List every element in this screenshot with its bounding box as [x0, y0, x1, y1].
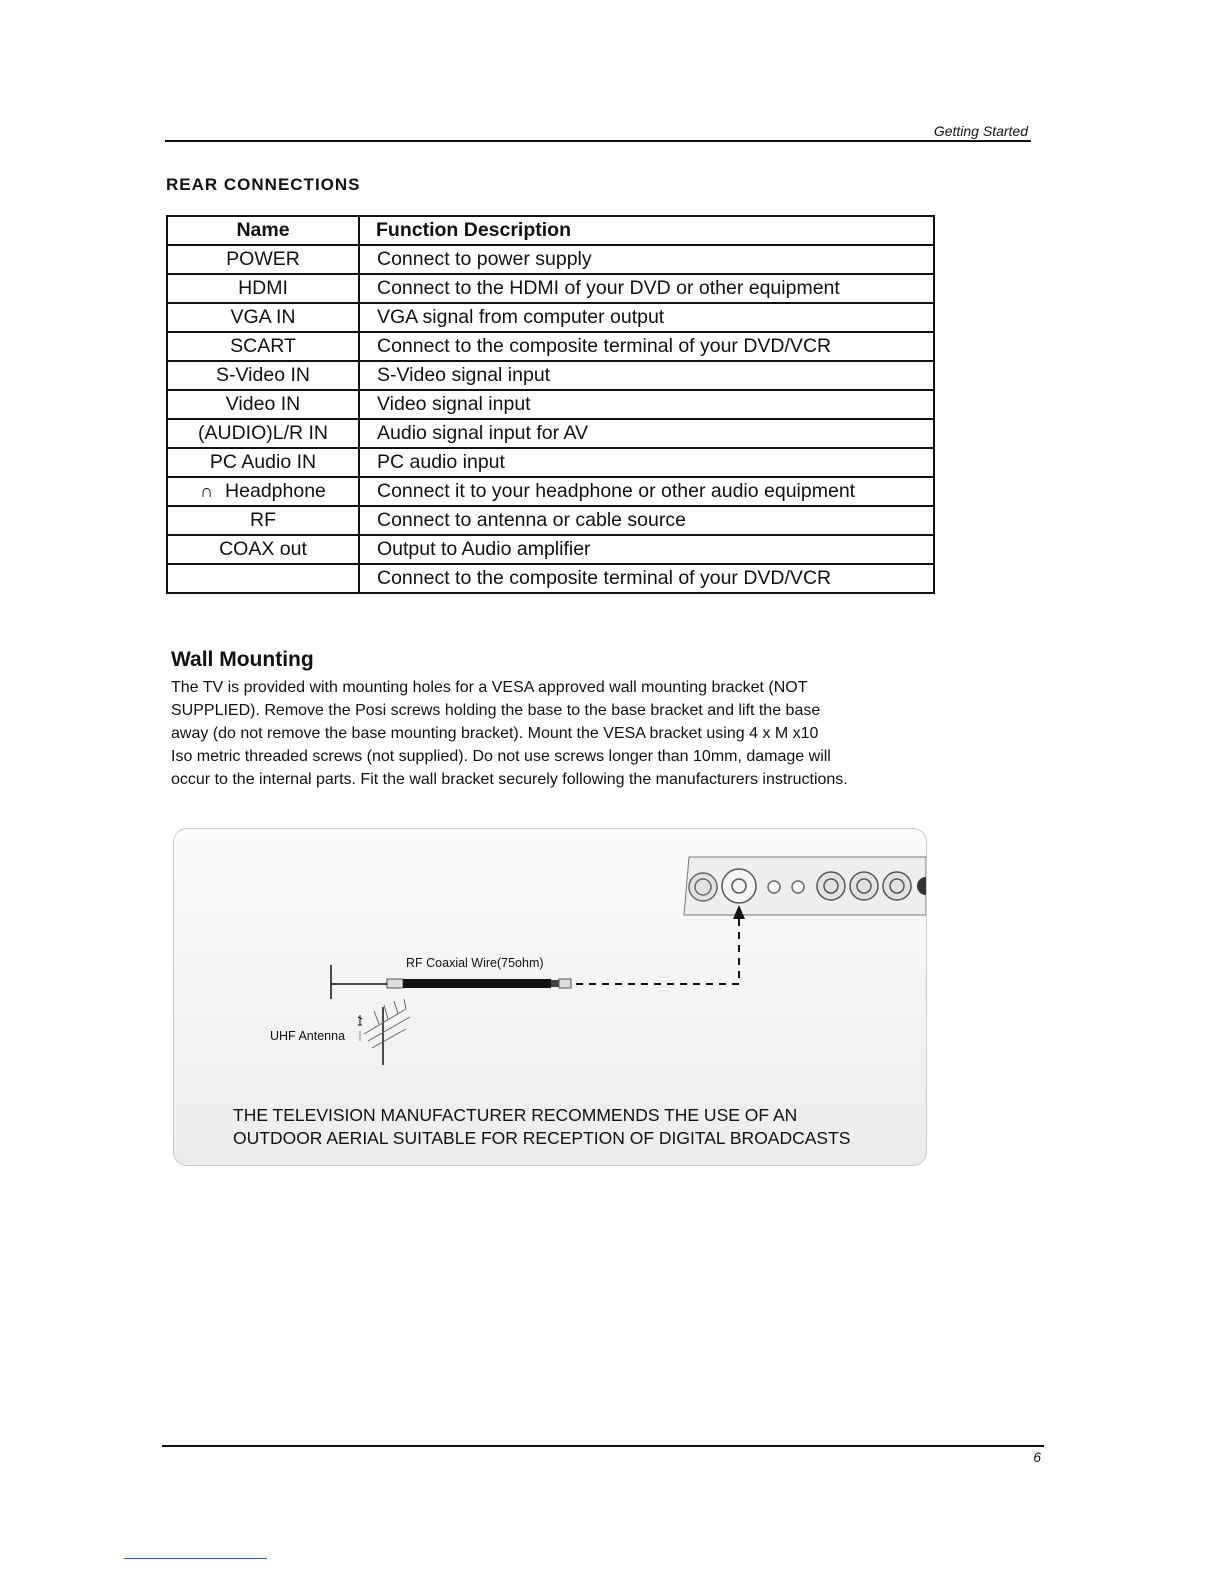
antenna-connection-figure: [173, 828, 927, 1166]
table-row: [167, 361, 934, 390]
figure-caption: [233, 1104, 913, 1150]
table-row: [167, 419, 934, 448]
connection-function: VGA signal from computer output: [359, 303, 934, 332]
wall-mounting-line: SUPPLIED). Remove the Posi screws holding the base to the base bracket and lift the base: [171, 702, 821, 719]
connection-function: Connect to the composite terminal of your DVD/VCR: [359, 564, 934, 593]
footer-rule: [162, 1445, 1044, 1447]
wall-mounting-line: Iso metric threaded screws (not supplied). Do not use screws longer than 10mm, damage will: [171, 748, 831, 765]
connection-dashed-line: [572, 905, 745, 984]
connection-function: Connect to antenna or cable source: [359, 506, 934, 535]
bottom-underline: [124, 1558, 267, 1559]
wall-mounting-title: Wall Mounting: [171, 648, 314, 671]
table-row: [167, 303, 934, 332]
connection-name-headphone: [167, 477, 359, 506]
connection-name: [167, 564, 359, 593]
table-row: [167, 448, 934, 477]
wall-mounting-line: away (do not remove the base mounting bracket). Mount the VESA bracket using 4 x M x10: [171, 725, 819, 742]
uhf-antenna-label: UHF Antenna: [270, 1029, 346, 1043]
connection-name: COAX out: [167, 535, 359, 564]
connection-function: S-Video signal input: [359, 361, 934, 390]
header-rule: [165, 140, 1031, 142]
table-row: [167, 245, 934, 274]
table-row: [167, 477, 934, 506]
connection-function: Connect to power supply: [359, 245, 934, 274]
connection-name: (AUDIO)L/R IN: [167, 419, 359, 448]
wall-mounting-text: [171, 676, 931, 791]
uhf-antenna-icon: [358, 999, 410, 1065]
coax-wire-label: RF Coaxial Wire(75ohm): [406, 956, 544, 970]
table-row: [167, 332, 934, 361]
connection-function: PC audio input: [359, 448, 934, 477]
table-row: [167, 564, 934, 593]
connection-function: Connect to the composite terminal of your DVD/VCR: [359, 332, 934, 361]
page-number: 6: [1033, 1449, 1041, 1465]
connection-function: Output to Audio amplifier: [359, 535, 934, 564]
connection-name: POWER: [167, 245, 359, 274]
running-header: Getting Started: [933, 123, 1028, 139]
tv-rear-panel: [684, 857, 926, 915]
connection-name: VGA IN: [167, 303, 359, 332]
rear-connections-table: [166, 215, 935, 594]
connection-function: Audio signal input for AV: [359, 419, 934, 448]
headphone-label: Headphone: [225, 480, 326, 502]
table-header-row: [167, 216, 934, 245]
caption-line: THE TELEVISION MANUFACTURER RECOMMENDS THE USE OF AN: [233, 1105, 798, 1125]
wall-mounting-line: The TV is provided with mounting holes for a VESA approved wall mounting bracket (NOT: [171, 679, 808, 696]
connection-function: Connect to the HDMI of your DVD or other equipment: [359, 274, 934, 303]
connection-function: Connect it to your headphone or other audio equipment: [359, 477, 934, 506]
connection-name: RF: [167, 506, 359, 535]
table-row: [167, 535, 934, 564]
table-row: [167, 274, 934, 303]
caption-line: OUTDOOR AERIAL SUITABLE FOR RECEPTION OF DIGITAL BROADCASTS: [233, 1128, 851, 1148]
connection-name: HDMI: [167, 274, 359, 303]
column-header-function: Function Description: [359, 216, 934, 245]
connection-name: S-Video IN: [167, 361, 359, 390]
table-row: [167, 506, 934, 535]
connection-name: SCART: [167, 332, 359, 361]
connection-name: Video IN: [167, 390, 359, 419]
section-title: REAR CONNECTIONS: [166, 175, 361, 194]
headphone-icon: ∩: [200, 481, 214, 501]
connection-function: Video signal input: [359, 390, 934, 419]
column-header-name: Name: [167, 216, 359, 245]
wall-mounting-line: occur to the internal parts. Fit the wall bracket securely following the manufacturers instructions.: [171, 771, 848, 788]
connection-name: PC Audio IN: [167, 448, 359, 477]
table-row: [167, 390, 934, 419]
coax-cable: [331, 965, 571, 999]
